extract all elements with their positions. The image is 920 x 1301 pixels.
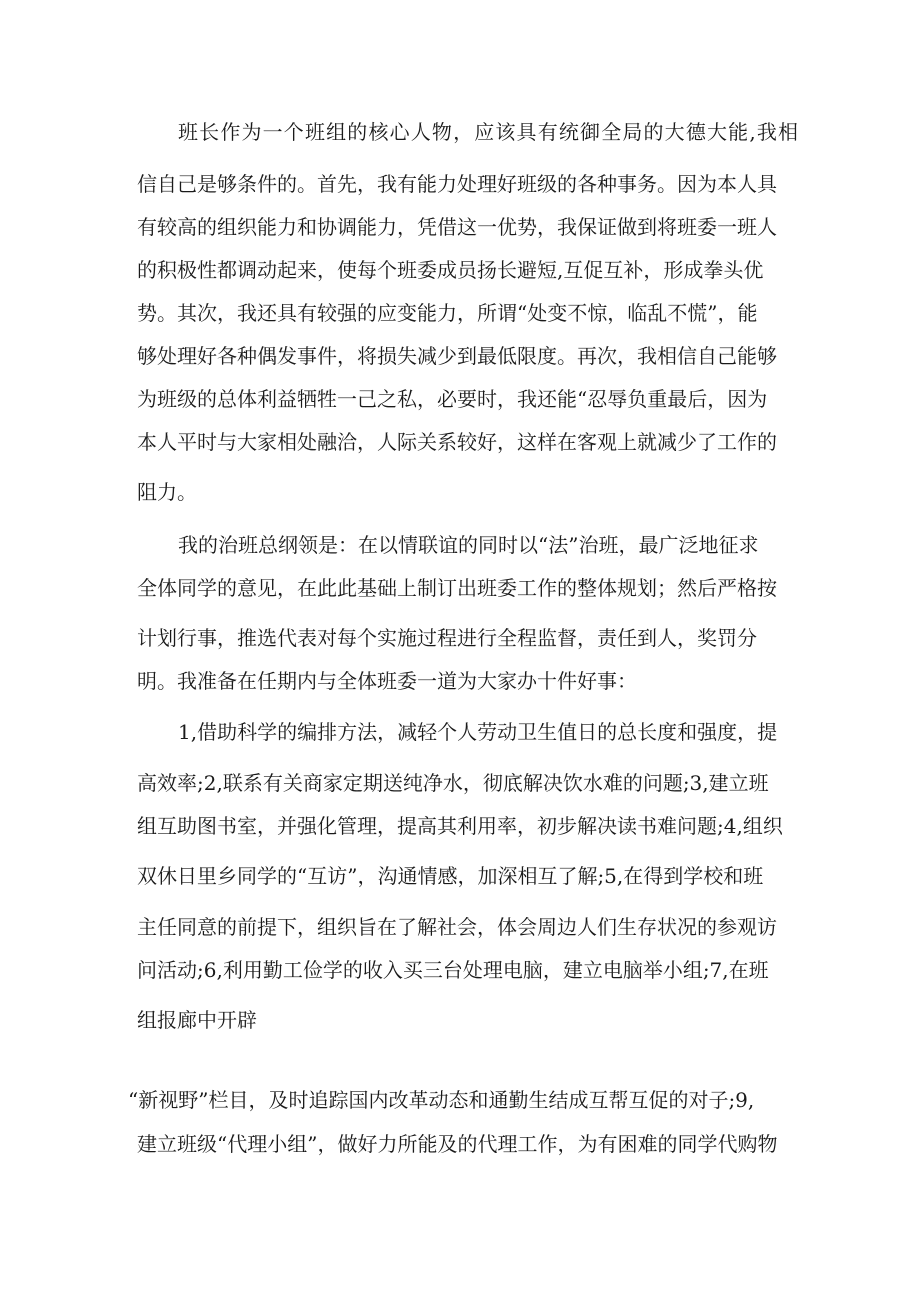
paragraph-4-line-2: 建立班级“代理小组”，做好力所能及的代理工作，为有困难的同学代购物 (137, 1132, 778, 1156)
paragraph-1-line-8: 本人平时与大家相处融洽，人际关系较好，这样在客观上就减少了工作的 (137, 430, 777, 454)
paragraph-3-line-2: 高效率;2,联系有关商家定期送纯净水，彻底解决饮水难的问题;3,建立班 (137, 771, 769, 795)
paragraph-3-line-1: 1,借助科学的编排方法，减轻个人劳动卫生值日的总长度和强度，提 (178, 720, 778, 744)
paragraph-1-line-1: 班长作为一个班组的核心人物，应该具有统御全局的大德大能,我相 (178, 120, 798, 144)
paragraph-2-line-4: 明。我准备在任期内与全体班委一道为大家办十件好事： (137, 669, 637, 693)
paragraph-3-line-3: 组互助图书室，并强化管理，提高其利用率，初步解决读书难问题;4,组织 (137, 814, 783, 838)
paragraph-2-line-2: 全体同学的意见，在此此基础上制订出班委工作的整体规划；然后严格按 (137, 576, 777, 600)
paragraph-1-line-7: 为班级的总体利益牺牲一己之私，必要时，我还能“忍辱负重最后，因为 (137, 387, 768, 411)
paragraph-3-line-5: 主任同意的前提下，组织旨在了解社会，体会周边人们生存状况的参观访 (137, 915, 777, 939)
paragraph-3-line-6: 问活动;6,利用勤工俭学的收入买三台处理电脑，建立电脑举小组;7,在班 (137, 958, 769, 982)
paragraph-3-line-4: 双休日里乡同学的“互访”，沟通情感，加深相互了解;5,在得到学校和班 (137, 864, 764, 888)
paragraph-1-line-9: 阻力。 (137, 480, 197, 504)
paragraph-1-line-5: 势。其次，我还具有较强的应变能力，所谓“处变不惊，临乱不慌”，能 (137, 301, 758, 325)
paragraph-1-line-2: 信自己是够条件的。首先，我有能力处理好班级的各种事务。因为本人具 (137, 172, 777, 196)
paragraph-3-line-7: 组报廊中开辟 (137, 1008, 257, 1032)
paragraph-1-line-4: 的积极性都调动起来，使每个班委成员扬长避短,互促互补，形成拳头优 (137, 258, 764, 282)
paragraph-4-line-1: “新视野”栏目，及时追踪国内改革动态和通勤生结成互帮互促的对子;9, (128, 1088, 755, 1112)
paragraph-2-line-1: 我的治班总纲领是：在以情联谊的同时以“法”治班，最广泛地征求 (178, 533, 759, 557)
paragraph-1-line-3: 有较高的组织能力和协调能力，凭借这一优势，我保证做到将班委一班人 (137, 215, 777, 239)
paragraph-2-line-3: 计划行事，推选代表对每个实施过程进行全程监督，责任到人，奖罚分 (137, 626, 757, 650)
paragraph-1-line-6: 够处理好各种偶发事件，将损失减少到最低限度。再次，我相信自己能够 (137, 344, 777, 368)
